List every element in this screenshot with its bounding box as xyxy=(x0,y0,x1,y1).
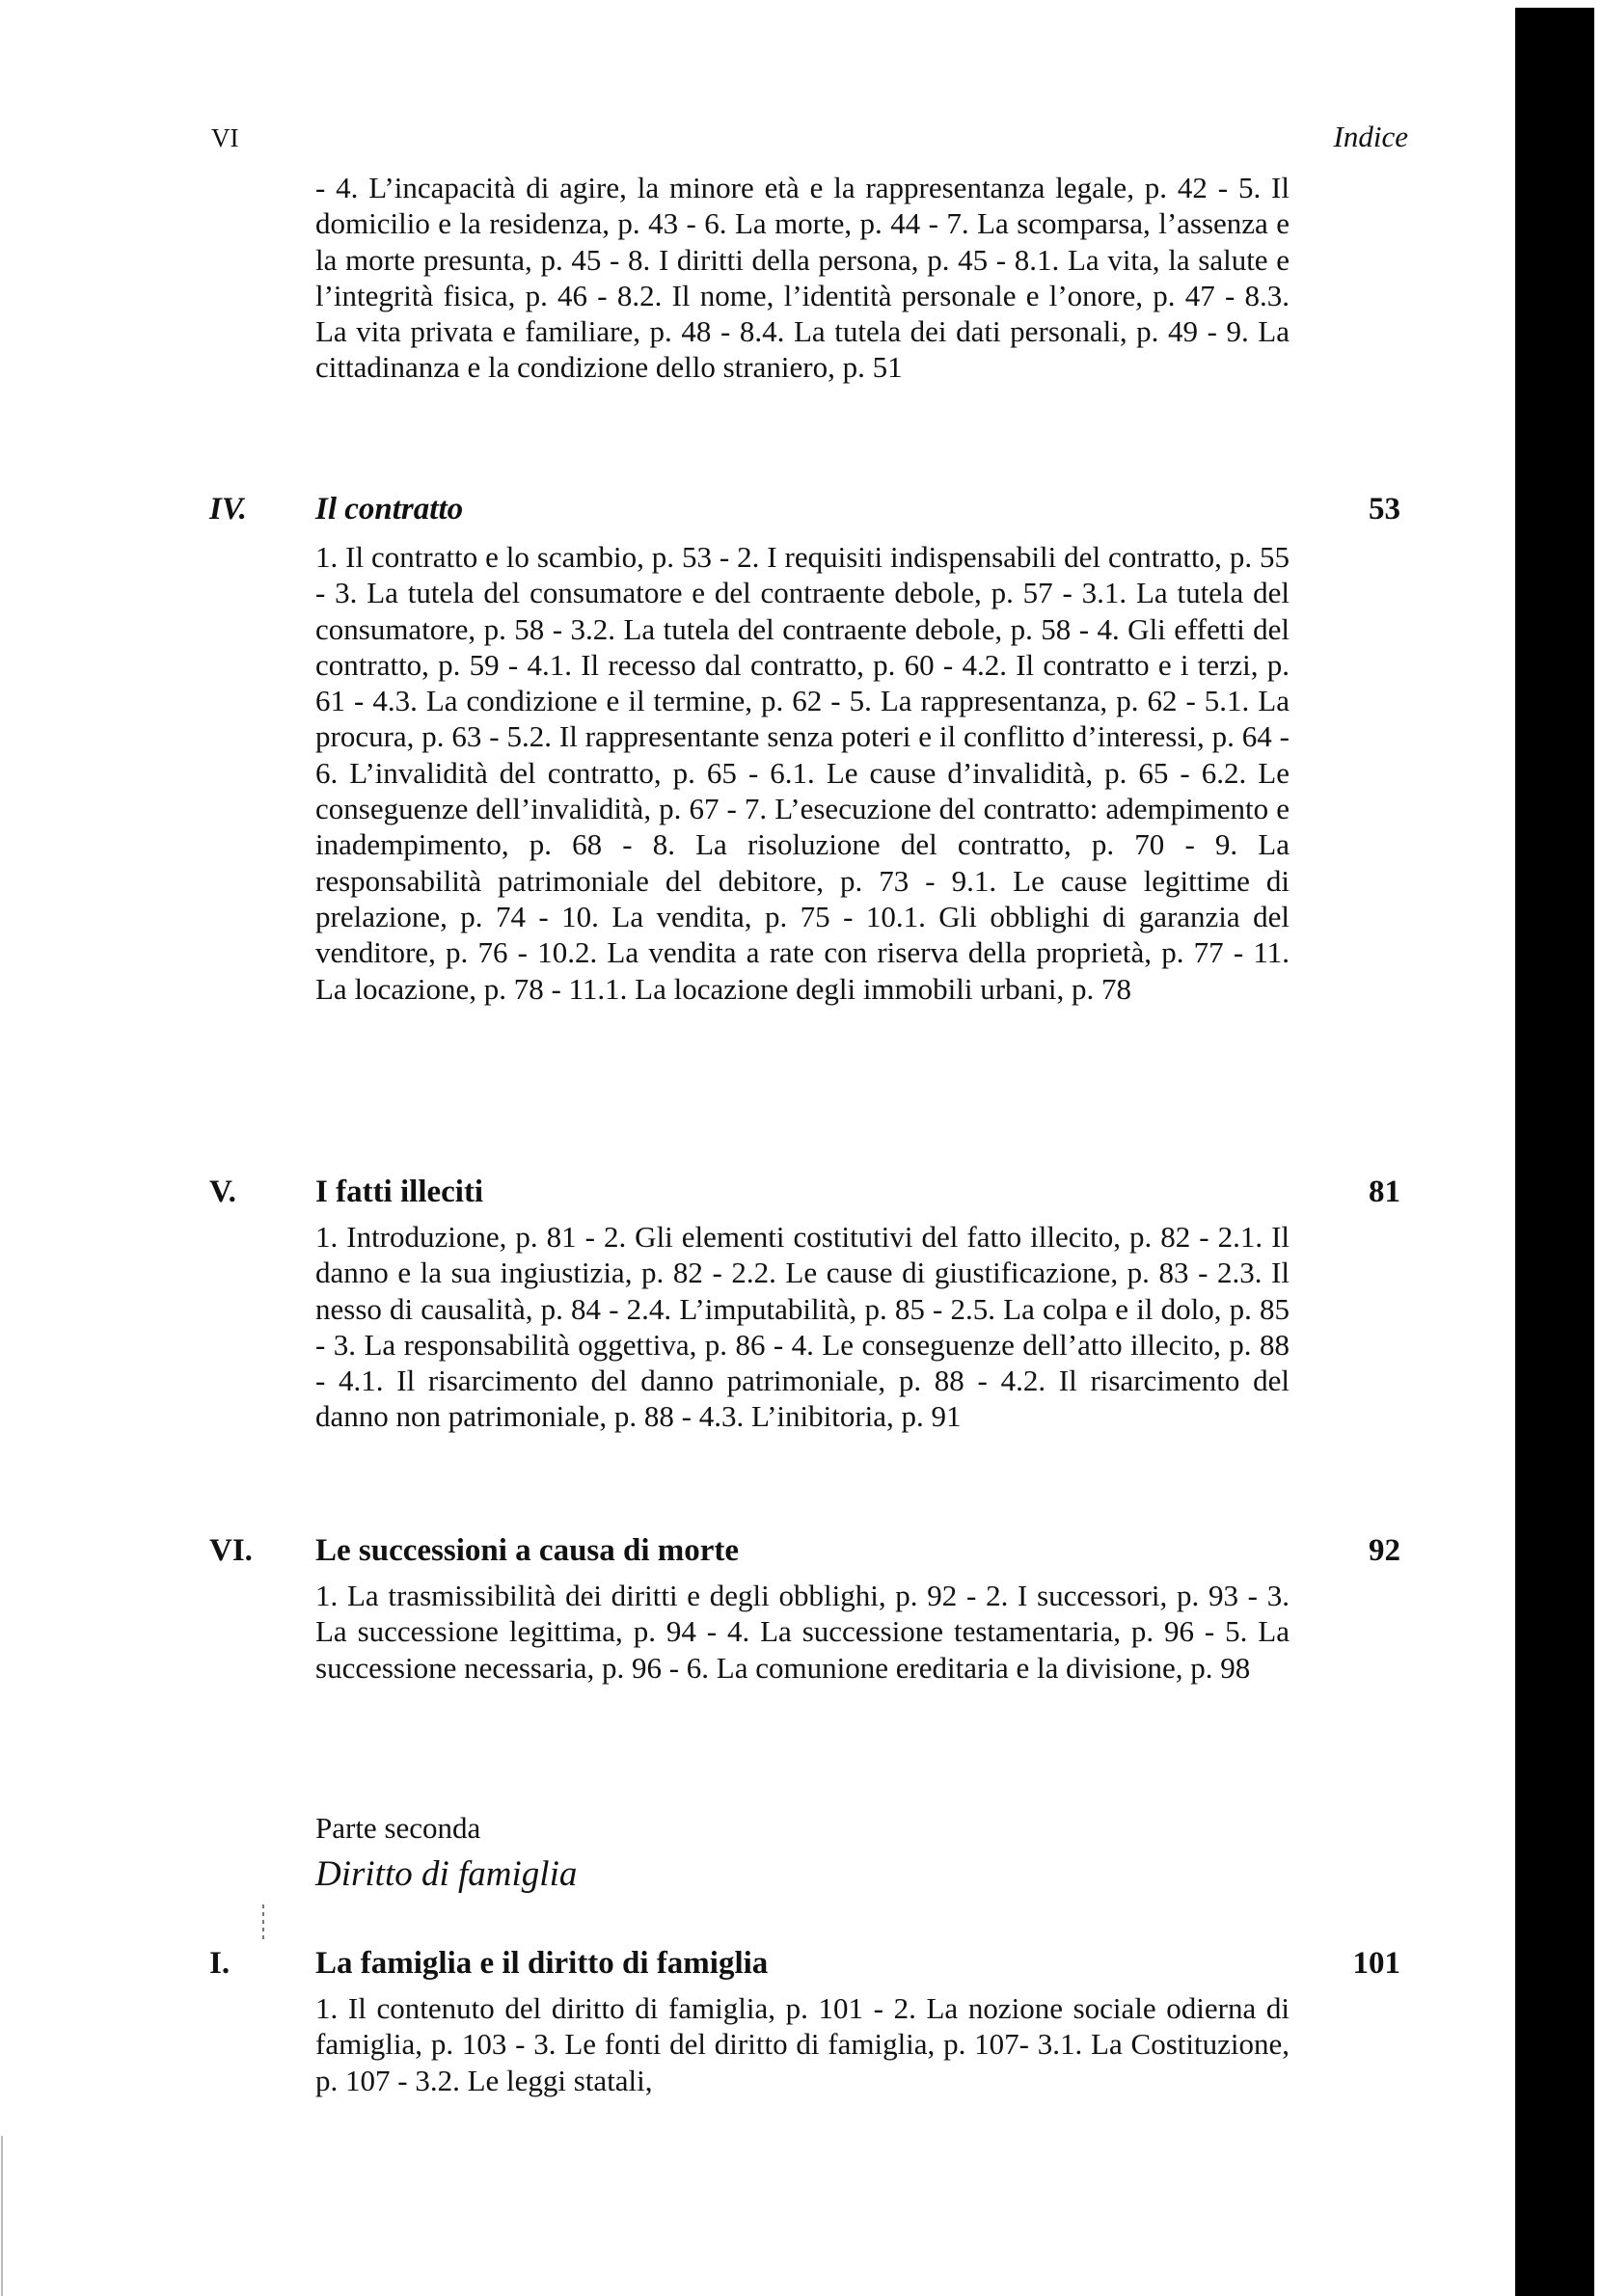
chapter-numeral: IV. xyxy=(209,492,247,527)
toc-continuation-paragraph: - 4. L’incapacità di agire, la minore età e la rappresentanza legale, p. 42 - 5. Il domicilio e la residenza, p. 43 - 6. La morte, p. 44 - 7. La scomparsa, l’assenza e la morte presunta, p. 45 - 8. I diritti della persona, p. 45 - 8.1. La vita, la salute e l’integrità fisica, p. 46 - 8.2. Il nome, l’identità personale e l’onore, p. 47 - 8.3. La vita privata e familiare, p. 48 - 8.4. La tutela dei dati personali, p. 49 - 9. La cittadinanza e la condizione dello straniero, p. 51 xyxy=(315,171,1290,385)
chapter-page: 53 xyxy=(1369,492,1400,527)
scan-left-edge xyxy=(1,2136,3,2296)
chapter-page: 101 xyxy=(1352,1946,1400,1981)
part-title: Diritto di famiglia xyxy=(315,1854,578,1894)
chapter-contents: 1. Introduzione, p. 81 - 2. Gli elementi costitutivi del fatto illecito, p. 82 - 2.1. Il danno e la sua ingiustizia, p. 82 - 2.2. Le cause di giustificazione, p. 83 - 2.3. Il nesso di causalità, p. 84 - 2.4. L’imputabilità, p. 85 - 2.5. La colpa e il dolo, p. 85 - 3. La responsabilità oggettiva, p. 86 - 4. Le conseguenze dell’atto illecito, p. 88 - 4.1. Il risarcimento del danno patrimoniale, p. 88 - 4.2. Il risarcimento del danno non patrimoniale, p. 88 - 4.3. L’inibitoria, p. 91 xyxy=(315,1220,1290,1434)
scan-mark xyxy=(262,1904,264,1943)
chapter-page: 92 xyxy=(1369,1533,1400,1568)
chapter-contents: 1. La trasmissibilità dei diritti e degli obblighi, p. 92 - 2. I successori, p. 93 - 3. La successione legittima, p. 94 - 4. La successione testamentaria, p. 96 - 5. La successione necessaria, p. 96 - 6. La comunione ereditaria e la divisione, p. 98 xyxy=(315,1579,1290,1685)
chapter-contents: 1. Il contenuto del diritto di famiglia, p. 101 - 2. La nozione sociale odierna di famiglia, p. 103 - 3. Le fonti del diritto di famiglia, p. 107- 3.1. La Costituzione, p. 107 - 3.2. Le leggi statali, xyxy=(315,1991,1290,2097)
chapter-title: Le successioni a causa di morte xyxy=(315,1533,740,1568)
chapter-title: La famiglia e il diritto di famiglia xyxy=(315,1946,769,1981)
chapter-numeral: VI. xyxy=(209,1533,253,1568)
chapter-numeral: V. xyxy=(209,1175,236,1209)
chapter-title: Il contratto xyxy=(315,492,464,527)
chapter-title: I fatti illeciti xyxy=(315,1175,484,1209)
chapter-numeral: I. xyxy=(209,1946,231,1981)
chapter-page: 81 xyxy=(1369,1175,1400,1209)
running-section-title: Indice xyxy=(1333,120,1408,153)
chapter-contents: 1. Il contratto e lo scambio, p. 53 - 2. I requisiti indispensabili del contratto, p. 55 - 3. La tutela del consumatore e del contraente debole, p. 57 - 3.1. La tutela del consumatore, p. 58 - 3.2. La tutela del contraente debole, p. 58 - 4. Gli effetti del contratto, p. 59 - 4.1. Il recesso dal contratto, p. 60 - 4.2. Il contratto e i terzi, p. 61 - 4.3. La condizione e il termine, p. 62 - 5. La rappresentanza, p. 62 - 5.1. La procura, p. 63 - 5.2. Il rappresentante senza poteri e il conflitto d’interessi, p. 64 - 6. L’invalidità del contratto, p. 65 - 6.1. Le cause d’invalidità, p. 65 - 6.2. Le conseguenze dell’invalidità, p. 67 - 7. L’esecuzione del contratto: adempimento e inadempimento, p. 68 - 8. La risoluzione del contratto, p. 70 - 9. La responsabilità patrimoniale del debitore, p. 73 - 9.1. Le cause legittime di prelazione, p. 74 - 10. La vendita, p. 75 - 10.1. Gli obblighi di garanzia del venditore, p. 76 - 10.2. La vendita a rate con riserva della proprietà, p. 77 - 11. La locazione, p. 78 - 11.1. La locazione degli immobili urbani, p. 78 xyxy=(315,540,1290,1006)
running-page-number: VI xyxy=(211,123,239,152)
part-label: Parte seconda xyxy=(315,1811,481,1845)
scan-edge-shadow xyxy=(1515,8,1594,2296)
